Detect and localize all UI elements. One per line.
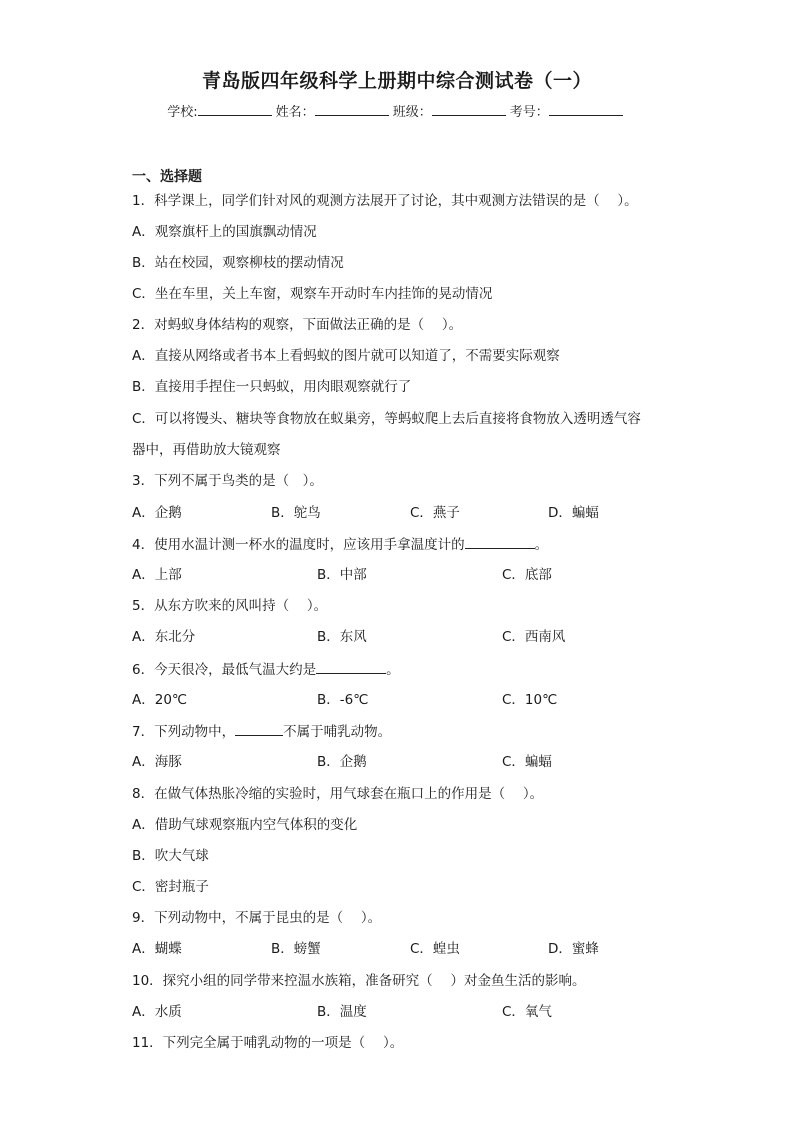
question-2-option-b[interactable]: B．直接用手捏住一只蚂蚁，用肉眼观察就行了 (132, 379, 412, 395)
name-label: 姓名： (275, 105, 315, 120)
question-1-option-a[interactable]: A．观察旗杆上的国旗飘动情况 (132, 224, 317, 240)
student-info-line (0, 101, 794, 120)
section-title: 一、选择题 (132, 169, 202, 185)
question-2-stem: 2．对蚂蚁身体结构的观察，下面做法正确的是（ ）。 (132, 317, 463, 333)
question-7-option-c[interactable]: C．蝙蝠 (502, 754, 552, 770)
question-6-stem-pre: 6．今天很冷，最低气温大约是 (132, 662, 317, 678)
question-3-option-c[interactable]: C．燕子 (410, 505, 460, 521)
school-label: 学校: (167, 105, 198, 120)
exam-no-blank[interactable] (549, 103, 623, 116)
question-1-option-b[interactable]: B．站在校园，观察柳枝的摆动情况 (132, 255, 344, 271)
question-6-option-a[interactable]: A．20℃ (132, 692, 188, 708)
question-4-option-b[interactable]: B．中部 (317, 567, 367, 583)
question-4-stem-pre: 4．使用水温计测一杯水的温度时，应该用手拿温度计的 (132, 537, 465, 553)
class-label: 班级： (392, 105, 432, 120)
question-4-stem-post: 。 (534, 537, 549, 553)
question-3-stem: 3．下列不属于鸟类的是（ ）。 (132, 473, 323, 489)
question-10-option-b[interactable]: B．温度 (317, 1004, 367, 1020)
question-3-option-d[interactable]: D．蝙蝠 (548, 505, 599, 521)
question-6-blank[interactable] (316, 659, 386, 674)
question-10-stem: 10．探究小组的同学带来控温水族箱，准备研究（ ）对金鱼生活的影响。 (132, 973, 586, 989)
question-4-blank[interactable] (465, 534, 535, 549)
question-5-option-b[interactable]: B．东风 (317, 629, 367, 645)
question-2-option-c-line1[interactable]: C．可以将馒头、糖块等食物放在蚁巢旁，等蚂蚁爬上去后直接将食物放入透明透气容 (132, 411, 641, 427)
question-8-option-c[interactable]: C．密封瓶子 (132, 879, 209, 895)
question-6-stem (132, 659, 400, 680)
question-7-stem-pre: 7．下列动物中， (132, 724, 236, 740)
question-8-stem: 8．在做气体热胀冷缩的实验时，用气球套在瓶口上的作用是（ ）。 (132, 786, 544, 802)
question-5-option-c[interactable]: C．西南风 (502, 629, 566, 645)
question-7-stem-post: 不属于哺乳动物。 (283, 724, 392, 740)
question-8-option-a[interactable]: A．借助气球观察瓶内空气体积的变化 (132, 817, 358, 833)
school-blank[interactable] (198, 103, 272, 116)
question-2-option-c-line2[interactable]: 器中，再借助放大镜观察 (132, 442, 281, 458)
question-3-option-a[interactable]: A．企鹅 (132, 505, 182, 521)
name-blank[interactable] (315, 103, 389, 116)
question-1-stem: 1．科学课上，同学们针对风的观测方法展开了讨论，其中观测方法错误的是（ ）。 (132, 193, 638, 209)
question-9-option-d[interactable]: D．蜜蜂 (548, 941, 599, 957)
question-2-option-a[interactable]: A．直接从网络或者书本上看蚂蚁的图片就可以知道了，不需要实际观察 (132, 348, 560, 364)
question-5-option-a[interactable]: A．东北分 (132, 629, 196, 645)
question-11-stem: 11．下列完全属于哺乳动物的一项是（ ）。 (132, 1035, 404, 1051)
question-7-option-a[interactable]: A．海豚 (132, 754, 182, 770)
question-7-option-b[interactable]: B．企鹅 (317, 754, 367, 770)
question-9-stem: 9．下列动物中，不属于昆虫的是（ ）。 (132, 910, 382, 926)
question-8-option-b[interactable]: B．吹大气球 (132, 848, 209, 864)
question-4-option-c[interactable]: C．底部 (502, 567, 552, 583)
question-7-blank[interactable] (235, 721, 283, 736)
class-blank[interactable] (432, 103, 506, 116)
exam-no-label: 考号： (509, 105, 549, 120)
question-6-option-c[interactable]: C．10℃ (502, 692, 558, 708)
question-7-stem (132, 721, 391, 742)
question-10-option-a[interactable]: A．水质 (132, 1004, 182, 1020)
page-title: 青岛版四年级科学上册期中综合测试卷（一） (201, 70, 592, 92)
question-9-option-c[interactable]: C．蝗虫 (410, 941, 460, 957)
question-4-option-a[interactable]: A．上部 (132, 567, 182, 583)
question-10-option-c[interactable]: C．氧气 (502, 1004, 552, 1020)
question-1-option-c[interactable]: C．坐在车里，关上车窗，观察车开动时车内挂饰的晃动情况 (132, 286, 493, 302)
question-5-stem: 5．从东方吹来的风叫持（ ）。 (132, 598, 328, 614)
question-6-stem-post: 。 (386, 662, 400, 678)
question-9-option-b[interactable]: B．螃蟹 (271, 941, 321, 957)
question-9-option-a[interactable]: A．蝴蝶 (132, 941, 182, 957)
question-4-stem (132, 534, 548, 555)
question-3-option-b[interactable]: B．鸵鸟 (271, 505, 321, 521)
question-6-option-b[interactable]: B．-6℃ (317, 692, 369, 708)
